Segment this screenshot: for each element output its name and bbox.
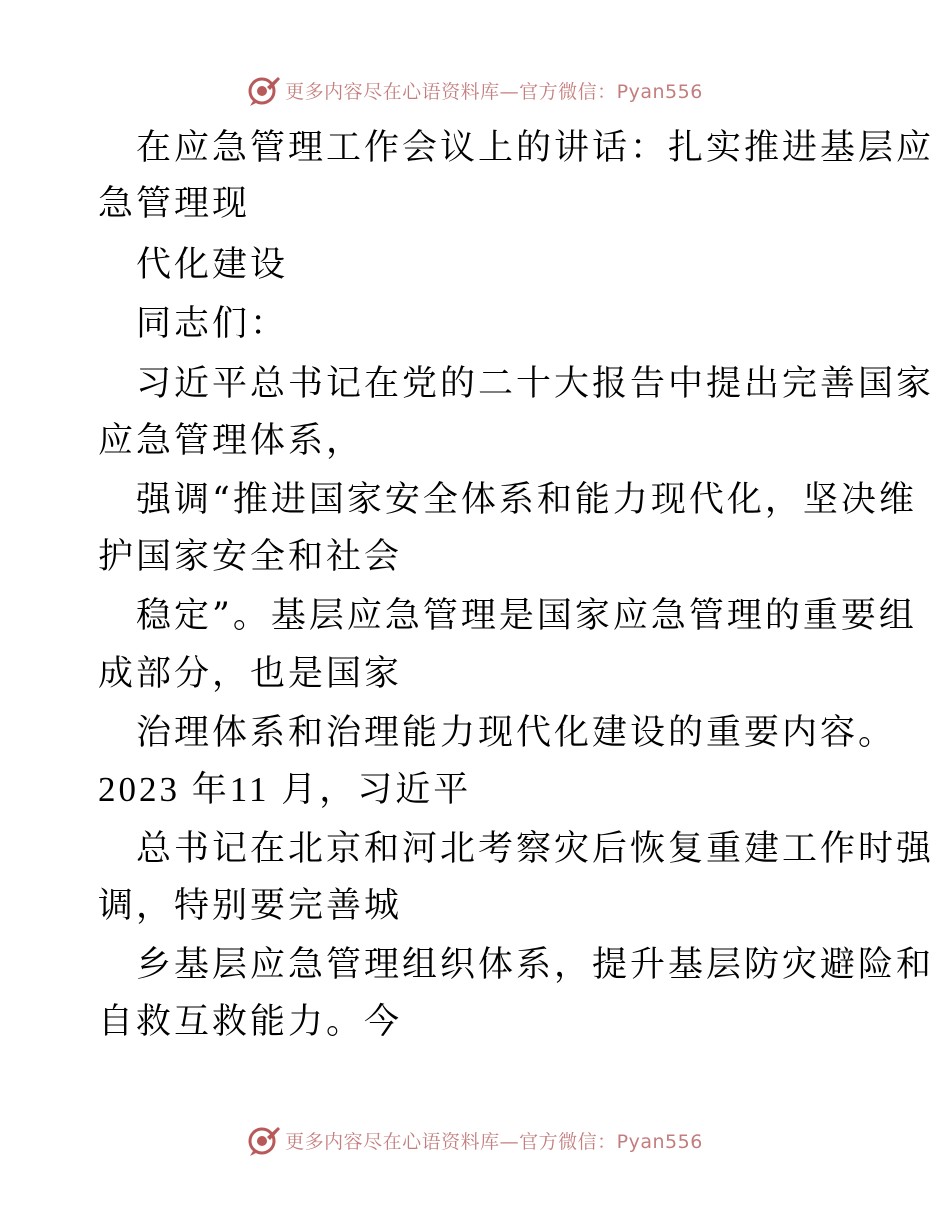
paragraph-line: 治理体系和治理能力现代化建设的重要内容。	[136, 713, 897, 753]
paragraph-line: 应急管理体系，	[98, 421, 365, 461]
watermark-id: Pyan556	[616, 80, 703, 103]
title-line-2: 急管理现	[98, 184, 251, 224]
paragraph-line: 调，特别要完善城	[98, 886, 403, 926]
watermark-id: Pyan556	[616, 1130, 703, 1153]
watermark-logo-icon	[247, 73, 281, 107]
paragraph-line: 成部分，也是国家	[98, 654, 403, 694]
watermark-text: 更多内容尽在心语资料库—官方微信：Pyan556	[285, 80, 703, 103]
paragraph-line: 总书记在北京和河北考察灾后恢复重建工作时强	[136, 829, 935, 869]
paragraph-line: 稳定”。基层应急管理是国家应急管理的重要组	[136, 596, 917, 636]
paragraph-line: 自救互救能力。今	[98, 1002, 403, 1042]
paragraph-line: 习近平总书记在党的二十大报告中提出完善国家	[136, 364, 935, 404]
paragraph-line: 护国家安全和社会	[98, 537, 403, 577]
watermark-logo-icon	[247, 1123, 281, 1157]
title-line-3: 代化建设	[136, 245, 289, 285]
title-line-1: 在应急管理工作会议上的讲话：扎实推进基层应	[136, 128, 935, 168]
footer-watermark	[0, 1120, 950, 1160]
watermark-text: 更多内容尽在心语资料库—官方微信：Pyan556	[285, 1130, 703, 1153]
paragraph-line: 乡基层应急管理组织体系，提升基层防灾避险和	[136, 945, 935, 985]
paragraph-line: 强调“推进国家安全体系和能力现代化，坚决维	[136, 480, 917, 520]
header-watermark	[0, 70, 950, 110]
salutation: 同志们：	[136, 304, 289, 344]
paragraph-line: 2023 年11 月，习近平	[98, 770, 472, 809]
